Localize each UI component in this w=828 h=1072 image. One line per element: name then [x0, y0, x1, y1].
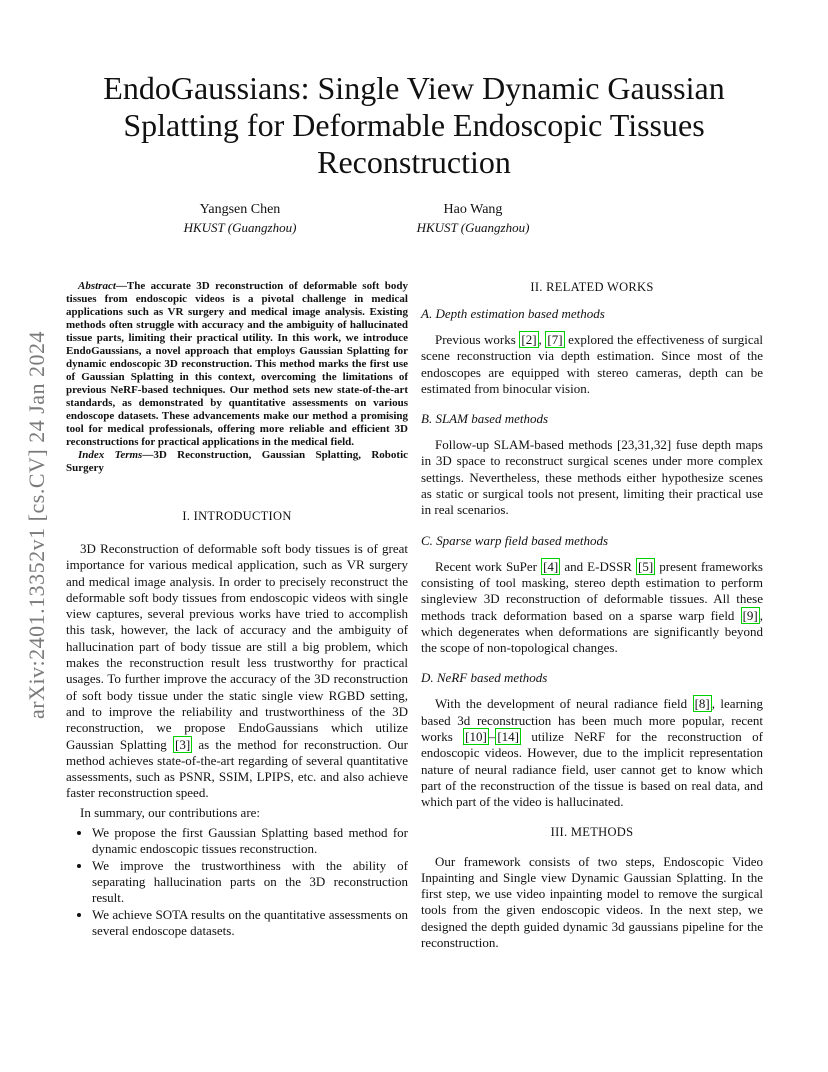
- citation-link[interactable]: [3]: [174, 736, 191, 752]
- author-affiliation: HKUST (Guangzhou): [183, 220, 297, 235]
- related-paragraph: [421, 696, 763, 810]
- contributions-list: [66, 825, 408, 939]
- section-heading-introduction: I. INTRODUCTION: [182, 509, 292, 523]
- list-item: • We achieve SOTA results on the quantitative assessments on several endoscope datasets.: [92, 907, 408, 940]
- citation-link[interactable]: [10]: [465, 729, 487, 745]
- author-name: Yangsen Chen: [199, 202, 281, 217]
- subsection-heading-sparse-warp: C. Sparse warp field based methods: [421, 532, 609, 548]
- citation-link[interactable]: [9]: [742, 607, 758, 623]
- arxiv-stamp-text: arXiv:2401.13352v1 [cs.CV] 24 Jan 2024: [24, 330, 50, 720]
- author-affiliation: HKUST (Guangzhou): [416, 220, 530, 235]
- section-heading-related-works: II. RELATED WORKS: [530, 280, 654, 294]
- related-text: explored the effectiveness of surgical scene reconstruction via depth estimation. Since most of the endoscopes are equipped with stereo cameras, depth can be estimated from binocular vision.: [421, 332, 763, 396]
- author-block: [383, 201, 563, 237]
- subsection-heading-depth: A. Depth estimation based methods: [421, 306, 605, 321]
- left-column: [66, 280, 408, 939]
- intro-text: 3D Reconstruction of deformable soft body tissues is of great importance for various medical application, such as VR surgery and medical image analysis. In order to precisely reconstruct the deformable soft body tissues from endoscopic videos with single view captures, several previous works have tried to accomplish this task, however, the lack of accuracy and the ambiguity of hallucination part of body tissue are still a big problem, which makes the reconstruction result less trustworthy for practical usages. To further improve the accuracy of the 3D reconstruction of soft body tissue under the static single view RGBD setting, and to improve the reliability and trustworthiness of the 3D reconstruction, we propose EndoGaussians which utilize Gaussian Splatting: [66, 541, 408, 752]
- related-text: utilize NeRF for the reconstruction of endoscopic videos. However, due to the implicit representation nature of neural radiance field, user cannot get to know which part of the reconstruction of the tissue is based on real data, and which part of the video is hallucinated.: [421, 729, 764, 810]
- abstract-label: Abstract: [78, 280, 116, 292]
- related-text: , learning based 3d reconstruction has been much more popular, recent works: [421, 696, 764, 745]
- index-terms-label: Index Terms: [78, 449, 143, 461]
- paper-title: EndoGaussians: Single View Dynamic Gaussian Splatting for Deformable Endoscopic Tissues Reconstruction: [103, 70, 725, 180]
- author-name: Hao Wang: [443, 202, 503, 217]
- related-text: –: [488, 729, 496, 745]
- section-heading-methods: III. METHODS: [550, 824, 634, 839]
- intro-paragraph: [66, 541, 408, 802]
- citation-link[interactable]: [7]: [547, 332, 563, 347]
- list-item: • We propose the first Gaussian Splatting based method for dynamic endoscopic tissues reconstruction.: [92, 825, 408, 858]
- citation-link[interactable]: [5]: [638, 558, 654, 574]
- citation-link[interactable]: [8]: [694, 696, 710, 712]
- related-text: Recent work SuPer: [435, 558, 542, 574]
- citation-link[interactable]: [14]: [497, 729, 519, 745]
- right-column: [421, 280, 763, 951]
- related-text: and E-DSSR: [560, 558, 637, 574]
- citation-link[interactable]: [4]: [543, 558, 559, 574]
- related-paragraph: Follow-up SLAM-based methods [23,31,32] fuse depth maps in 3D space to reconstruct surgical scenes under more complex settings. Nevertheless, these methods either hypothesize scenes as static or surgical tools not present, limiting their practical use in real scenarios.: [421, 437, 763, 518]
- subsection-heading-nerf: D. NeRF based methods: [421, 670, 548, 686]
- related-text: ,: [538, 332, 546, 347]
- intro-text: as the method for reconstruction. Our method achieves state-of-the-art regarding of several quantitative assessments, such as PSNR, SSIM, LPIPS, etc. and also achieve faster reconstruction speed.: [66, 736, 408, 801]
- related-text: , which degenerates when deformations are significantly beyond the scope of non-topological changes.: [421, 607, 763, 656]
- abstract-text: —The accurate 3D reconstruction of deformable soft body tissues from endoscopic videos is a pivotal challenge in medical applications such as VR surgery and medical image analysis. Existing methods often struggle with accuracy and the ambiguity of hallucinated tissue parts, limiting their practical utility. In this work, we introduce EndoGaussians, a novel approach that employs Gaussian Splatting for dynamic endoscopic 3D reconstruction. This method marks the first use of Gaussian Splatting in this context, overcoming the limitations of previous NeRF-based techniques. Our method sets new state-of-the-art standards, as demonstrated by quantitative assessments on various endoscope datasets. These advancements make our method a promising tool for medical professionals, offering more reliable and efficient 3D reconstructions for practical applications in the medical field.: [66, 280, 408, 448]
- citation-link[interactable]: [2]: [521, 332, 537, 347]
- abstract: [66, 280, 408, 449]
- contributions-intro: In summary, our contributions are:: [80, 804, 261, 820]
- list-item: • We improve the trustworthiness with the ability of separating hallucination parts on the 3D reconstruction result.: [92, 858, 408, 907]
- related-paragraph: [421, 332, 763, 397]
- related-text: Previous works: [435, 332, 520, 347]
- author-block: [150, 201, 330, 237]
- subsection-heading-slam: B. SLAM based methods: [421, 411, 549, 427]
- index-terms-text: —3D Reconstruction, Gaussian Splatting, Robotic Surgery: [66, 449, 409, 474]
- related-text: present frameworks consisting of tool masking, stereo depth estimation to perform singleview 3D reconstruction of deformable tissues. All these methods track deformation based on a sparse warp field: [421, 558, 763, 623]
- index-terms: [66, 449, 408, 475]
- arxiv-stamp: [21, 290, 53, 760]
- related-text: With the development of neural radiance field: [435, 696, 693, 712]
- related-paragraph: [421, 559, 763, 657]
- methods-paragraph: Our framework consists of two steps, Endoscopic Video Inpainting and Single view Dynamic Gaussian Splatting. In the first step, we use video inpainting model to remove the surgical tools from the given endoscopic videos. In the next step, we designed the depth guided dynamic 3d gaussians pipeline for the reconstruction.: [421, 853, 763, 951]
